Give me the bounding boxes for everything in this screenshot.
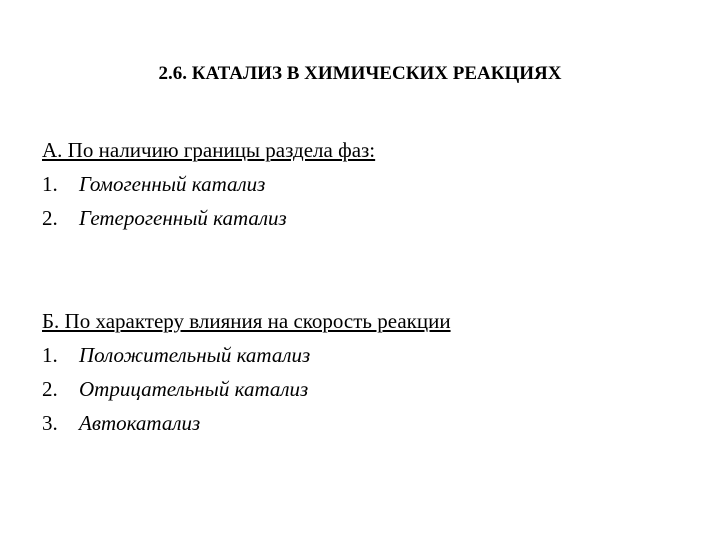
list-item bbox=[42, 406, 682, 440]
list-item bbox=[42, 167, 682, 201]
list-item-number: 2. bbox=[42, 206, 58, 230]
section-heading: Б. По характеру влияния на скорость реакции bbox=[42, 309, 451, 333]
list-item-number: 2. bbox=[42, 377, 58, 401]
page-title: 2.6. КАТАЛИЗ В ХИМИЧЕСКИХ РЕАКЦИЯХ bbox=[158, 63, 562, 84]
list-item-text: Положительный катализ bbox=[79, 343, 311, 367]
section-phase-boundary bbox=[42, 133, 682, 235]
list-item-number: 1. bbox=[42, 172, 58, 196]
list-item-number: 3. bbox=[42, 411, 58, 435]
list-item-text: Гомогенный катализ bbox=[79, 172, 266, 196]
list-item-text: Отрицательный катализ bbox=[79, 377, 309, 401]
list-item-text: Гетерогенный катализ bbox=[79, 206, 287, 230]
section-rate-influence bbox=[42, 304, 682, 440]
list-item bbox=[42, 372, 682, 406]
list-item bbox=[42, 201, 682, 235]
list-item bbox=[42, 338, 682, 372]
list-item-text: Автокатализ bbox=[79, 411, 201, 435]
section-heading: А. По наличию границы раздела фаз: bbox=[42, 138, 376, 162]
list-item-number: 1. bbox=[42, 343, 58, 367]
